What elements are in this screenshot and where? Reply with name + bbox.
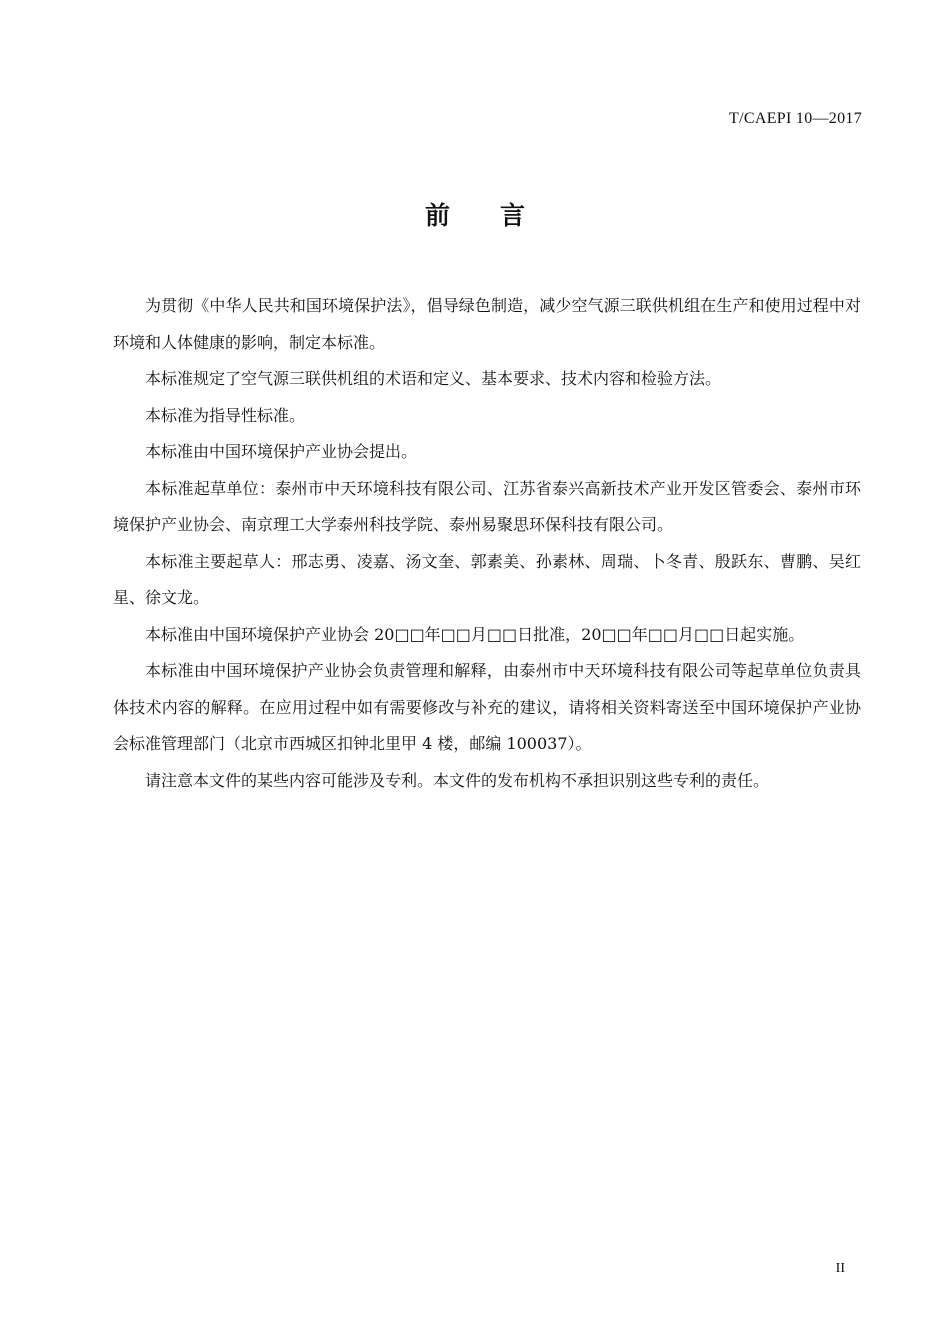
page-title (0, 196, 950, 232)
paragraph-patent-notice: 请注意本文件的某些内容可能涉及专利。本文件的发布机构不承担识别这些专利的责任。 (145, 770, 770, 790)
title-char-1: 前 (424, 201, 450, 230)
paragraph-approval: 本标准由中国环境保护产业协会 20□□年□□月□□日批准，20□□年□□月□□日起实施。 (145, 624, 805, 644)
foreword-body (113, 288, 861, 799)
paragraph-management: 本标准由中国环境保护产业协会负责管理和解释，由泰州市中天环境科技有限公司等起草单位负责具体技术内容的解释。在应用过程中如有需要修改与补充的建议，请将相关资料寄送至中国环境保护产业协会标准管理部门（北京市西城区扣钟北里甲 4 楼，邮编 100037）。 (113, 661, 861, 753)
page-number: II (835, 1261, 845, 1276)
paragraph-purpose: 为贯彻《中华人民共和国环境保护法》，倡导绿色制造，减少空气源三联供机组在生产和使用过程中对环境和人体健康的影响，制定本标准。 (113, 296, 861, 352)
paragraph-drafters: 本标准主要起草人：邢志勇、凌嘉、汤文奎、郭素美、孙素林、周瑞、卜冬青、殷跃东、曹鹏、吴红星、徐文龙。 (113, 551, 861, 607)
title-char-2: 言 (500, 201, 526, 230)
paragraph-proposer: 本标准由中国环境保护产业协会提出。 (145, 442, 418, 461)
standard-code: T/CAEPI 10—2017 (729, 110, 862, 127)
paragraph-scope: 本标准规定了空气源三联供机组的术语和定义、基本要求、技术内容和检验方法。 (145, 369, 722, 388)
paragraph-type: 本标准为指导性标准。 (145, 405, 306, 425)
paragraph-drafting-units: 本标准起草单位：泰州市中天环境科技有限公司、江苏省泰兴高新技术产业开发区管委会、泰州市环境保护产业协会、南京理工大学泰州科技学院、泰州易聚思环保科技有限公司。 (113, 478, 861, 534)
